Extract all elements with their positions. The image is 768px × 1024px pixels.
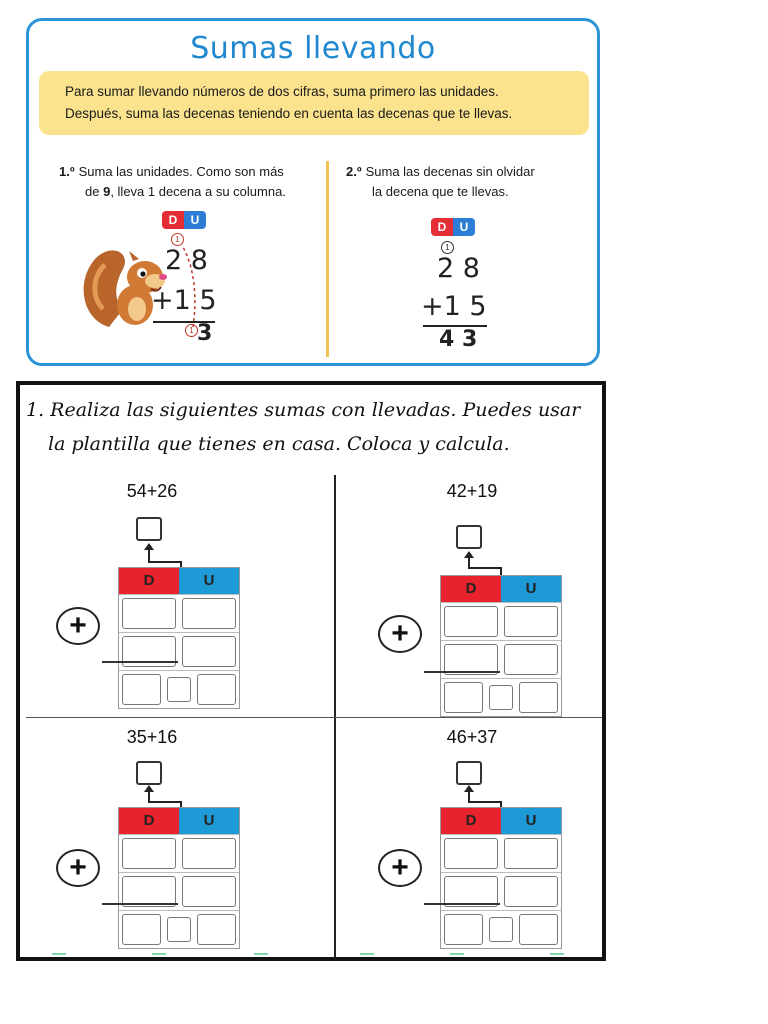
carry-mark-low-1: 1: [185, 324, 198, 337]
carry-box[interactable]: [456, 525, 482, 549]
sum-line: [102, 903, 178, 905]
intro-line-1: Para sumar llevando números de dos cifras, suma primero las unidades.: [65, 84, 499, 99]
step-2-number: 2.º: [346, 164, 362, 179]
example-1-bottom: +1 5: [151, 285, 217, 316]
example-2-result: 4 3: [439, 327, 478, 352]
plus-icon: +: [56, 849, 100, 887]
problem-1: [32, 481, 322, 721]
sum-line: [424, 903, 500, 905]
cell-d-1[interactable]: [122, 838, 176, 869]
step-2-line-1: Suma las decenas sin olvidar: [365, 164, 535, 179]
cell-u-2[interactable]: [182, 876, 236, 907]
intro-box: [39, 71, 589, 135]
problem-4: [350, 727, 640, 967]
problem-3: [32, 727, 322, 967]
result-u[interactable]: [519, 914, 558, 945]
header-u: U: [179, 808, 239, 834]
result-d[interactable]: [444, 682, 483, 713]
cell-u-1[interactable]: [182, 838, 236, 869]
result-d[interactable]: [122, 914, 161, 945]
intro-line-2: Después, suma las decenas teniendo en cuenta las decenas que te llevas.: [65, 106, 513, 121]
exercise-title: [26, 393, 606, 461]
step-2: [346, 162, 596, 202]
cell-u-1[interactable]: [504, 606, 558, 637]
du-template: [118, 807, 240, 949]
problem-2: [350, 481, 640, 721]
header-u: U: [501, 576, 561, 602]
carry-mark-top-1: 1: [171, 233, 184, 246]
cell-u-2[interactable]: [504, 644, 558, 675]
du-template: [440, 575, 562, 717]
step-1-line-1: Suma las unidades. Como son más: [78, 164, 284, 179]
result-d[interactable]: [122, 674, 161, 705]
result-carry[interactable]: [167, 917, 191, 942]
carry-box[interactable]: [456, 761, 482, 785]
example-2-top: 2 8: [437, 253, 480, 284]
example-2-bottom: +1 5: [421, 291, 487, 322]
carry-box[interactable]: [136, 517, 162, 541]
cell-d-1[interactable]: [122, 598, 176, 629]
example-1-top: 2 8: [165, 245, 208, 276]
explanation-card: [26, 18, 600, 366]
example-1-result: 3: [197, 321, 213, 346]
result-u[interactable]: [197, 914, 236, 945]
step-1-line-2: de 9, lleva 1 decena a su columna.: [85, 184, 286, 199]
problem-expression: 35+16: [126, 727, 178, 747]
plus-icon: +: [56, 607, 100, 645]
problem-expression: 46+37: [446, 727, 498, 747]
plus-icon: +: [378, 849, 422, 887]
problem-expression: 42+19: [446, 481, 498, 501]
result-u[interactable]: [519, 682, 558, 713]
du-template: [118, 567, 240, 709]
step-1-number: 1.º: [59, 164, 75, 179]
sum-line: [424, 671, 500, 673]
du-badge-2: D U: [431, 218, 475, 236]
cell-u-1[interactable]: [504, 838, 558, 869]
cell-d-1[interactable]: [444, 606, 498, 637]
result-carry[interactable]: [167, 677, 191, 702]
header-d: D: [119, 568, 179, 594]
result-carry[interactable]: [489, 685, 513, 710]
exercise-title-line-1: 1. Realiza las siguientes sumas con llevadas. Puedes usar: [26, 399, 581, 421]
plus-icon: +: [378, 615, 422, 653]
du-template: [440, 807, 562, 949]
header-d: D: [119, 808, 179, 834]
sum-line: [102, 661, 178, 663]
cell-u-2[interactable]: [504, 876, 558, 907]
cell-u-2[interactable]: [182, 636, 236, 667]
du-badge-1: D U: [162, 211, 206, 229]
exercise-title-line-2: la plantilla que tienes en casa. Coloca y calcula.: [48, 433, 510, 455]
exercise-box: [16, 381, 606, 961]
header-u: U: [179, 568, 239, 594]
problem-expression: 54+26: [126, 481, 178, 501]
header-u: U: [501, 808, 561, 834]
step-2-line-2: la decena que te llevas.: [372, 184, 509, 199]
header-d: D: [441, 808, 501, 834]
cell-u-1[interactable]: [182, 598, 236, 629]
step-divider: [326, 161, 329, 357]
cell-d-1[interactable]: [444, 838, 498, 869]
result-carry[interactable]: [489, 917, 513, 942]
header-d: D: [441, 576, 501, 602]
carry-mark-top-2: 1: [441, 241, 454, 254]
card-title: Sumas llevando: [190, 31, 436, 66]
result-d[interactable]: [444, 914, 483, 945]
carry-box[interactable]: [136, 761, 162, 785]
step-1: [59, 162, 329, 202]
result-u[interactable]: [197, 674, 236, 705]
